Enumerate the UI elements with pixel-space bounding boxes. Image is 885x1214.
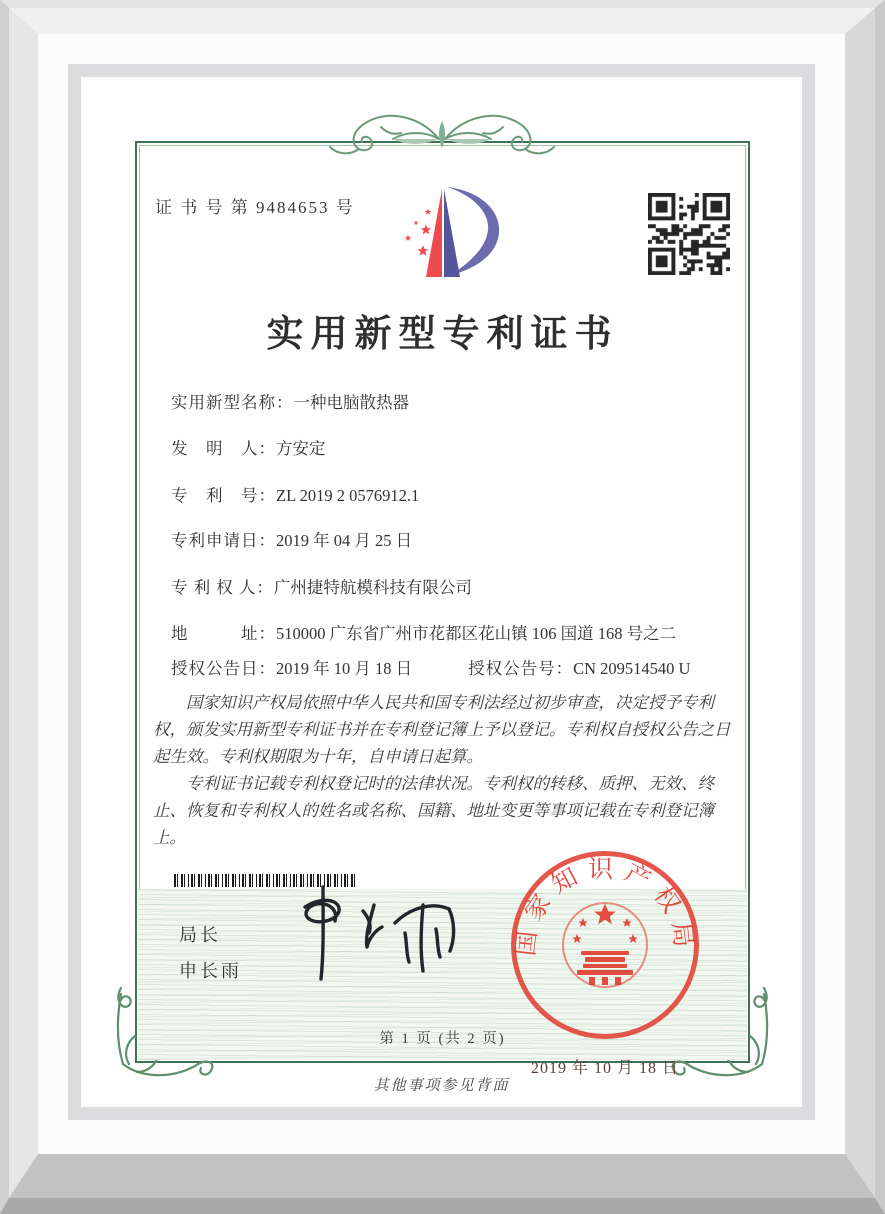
cnipa-logo-icon (395, 181, 507, 289)
seal-arc-text (511, 851, 699, 1039)
certificate-title: 实用新型专利证书 (266, 314, 619, 355)
director-signature-graphic (277, 877, 472, 987)
legal-paragraph-2: 专利证书记载专利权登记时的法律状况。专利权的转移、质押、无效、终止、恢复和专利权人的姓名或名称、国籍、地址变更等事项记载在专利登记簿上。 (153, 774, 714, 847)
qr-code (648, 193, 730, 275)
director-name: 申长雨 (179, 961, 242, 981)
seal-date: 2019 年 10 月 18 日 (530, 1060, 679, 1077)
white-mat (38, 34, 845, 1154)
seal-org-text: 国家知识产权局 (512, 856, 698, 958)
field-label: 实用新型名称： (171, 393, 294, 412)
field-label: 专 利 权 人： (171, 578, 274, 597)
field-value: 一种电脑散热器 (293, 393, 409, 412)
field-patent-number (171, 482, 419, 506)
field-label: 授权公告号： (468, 659, 574, 678)
page-number: 第 1 页 (共 2 页) (379, 1031, 506, 1047)
field-label: 地 址： (171, 624, 276, 643)
field-utility-model-name (171, 389, 409, 413)
field-value: 510000 广东省广州市花都区花山镇 106 国道 168 号之二 (276, 624, 677, 643)
top-border-ornament-icon (327, 99, 557, 165)
official-seal (511, 851, 699, 1077)
legal-paragraph-1: 国家知识产权局依照中华人民共和国专利法经过初步审查，决定授予专利权，颁发实用新型专利证书并在专利登记簿上予以登记。专利权自授权公告之日起生效。专利权期限为十年，自申请日起算。 (153, 693, 731, 766)
certificate-paper (81, 77, 802, 1107)
legal-text (153, 689, 737, 851)
field-grant-date-and-number (171, 655, 690, 679)
director-block (179, 917, 242, 989)
field-value: ZL 2019 2 0576912.1 (276, 486, 420, 505)
field-value: 2019 年 10 月 18 日 (276, 659, 413, 678)
field-label: 专 利 号： (171, 486, 276, 505)
field-inventor (171, 435, 326, 459)
seal-emblem (563, 903, 647, 987)
gray-mat-line (68, 64, 815, 1120)
field-address (171, 620, 676, 644)
certificate-number: 证 书 号 第 9484653 号 (155, 198, 355, 217)
field-value: CN 209514540 U (573, 659, 691, 678)
picture-frame-bevel (9, 8, 875, 1198)
director-post: 局长 (179, 925, 221, 945)
field-label: 授权公告日： (171, 659, 276, 678)
field-label: 发 明 人： (171, 439, 276, 458)
field-value: 方安定 (276, 439, 326, 458)
logo-stars (405, 209, 431, 256)
field-value: 广州捷特航模科技有限公司 (273, 578, 472, 597)
field-label: 专利申请日： (171, 531, 276, 550)
backside-note: 其他事项参见背面 (373, 1078, 510, 1094)
field-application-date (171, 527, 412, 551)
field-value: 2019 年 04 月 25 日 (276, 531, 413, 550)
field-patentee (171, 574, 472, 598)
ornament-center-leaf (439, 121, 445, 148)
